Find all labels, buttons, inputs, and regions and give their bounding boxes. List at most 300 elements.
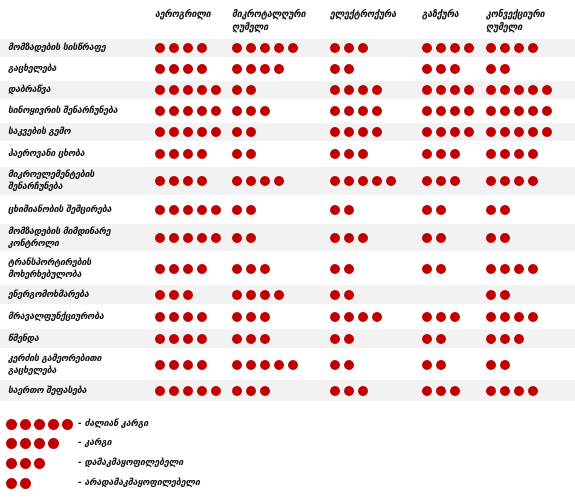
rating-dot	[197, 205, 207, 215]
rating-dot	[155, 43, 165, 53]
rating-dot	[344, 334, 354, 344]
legend-dot	[34, 438, 45, 449]
rating-dot	[344, 264, 354, 274]
rating-dot	[197, 64, 207, 74]
rating-dot	[330, 127, 340, 137]
legend-dot	[20, 458, 31, 469]
rating-dot	[197, 149, 207, 159]
rating-cell	[232, 60, 288, 78]
rating-dot	[169, 127, 179, 137]
rating-dot	[197, 312, 207, 322]
rating-dot	[330, 233, 340, 243]
rating-dot	[330, 176, 340, 186]
rating-dot	[464, 43, 474, 53]
rating-cell	[486, 145, 542, 163]
rating-dot	[246, 106, 256, 116]
rating-dot	[528, 386, 538, 396]
rating-cell	[232, 352, 302, 378]
rating-dot	[358, 127, 368, 137]
legend-dot	[6, 438, 17, 449]
rating-dot	[500, 127, 510, 137]
row-label: კერძის გამეორებითი გაცხელება	[8, 354, 102, 376]
rating-dot	[232, 312, 242, 322]
rating-dot	[274, 290, 284, 300]
rating-dot	[232, 360, 242, 370]
rating-cell	[486, 329, 528, 348]
legend-dot	[62, 419, 73, 430]
legend-dots	[6, 478, 78, 489]
rating-dot	[183, 360, 193, 370]
rating-cell	[232, 307, 274, 326]
rating-cell	[232, 255, 274, 282]
rating-dot	[486, 334, 496, 344]
rating-dot	[450, 43, 460, 53]
rating-dot	[330, 205, 340, 215]
rating-dot	[232, 334, 242, 344]
rating-dot	[464, 127, 474, 137]
rating-dot	[372, 176, 382, 186]
rating-cell	[155, 60, 211, 78]
rating-dot	[288, 360, 298, 370]
rating-dot	[330, 386, 340, 396]
rating-cell	[422, 39, 478, 57]
rating-dot	[500, 312, 510, 322]
rating-dot	[422, 334, 432, 344]
rating-dot	[486, 233, 496, 243]
rating-dot	[436, 43, 446, 53]
rating-cell	[486, 307, 542, 326]
rating-cell	[330, 380, 372, 401]
rating-dot	[514, 334, 524, 344]
rating-cell	[155, 123, 225, 141]
rating-dot	[330, 106, 340, 116]
rating-dot	[500, 290, 510, 300]
rating-cell	[422, 81, 478, 99]
column-header: კონვექციური ღუმელი	[486, 9, 545, 33]
rating-cell	[422, 307, 464, 326]
rating-dot	[500, 334, 510, 344]
rating-dot	[155, 85, 165, 95]
rating-dot	[344, 176, 354, 186]
rating-dot	[169, 106, 179, 116]
rating-cell	[330, 123, 386, 141]
rating-dot	[169, 149, 179, 159]
rating-dot	[260, 64, 270, 74]
rating-dot	[486, 290, 496, 300]
rating-dot	[422, 106, 432, 116]
rating-dot	[232, 205, 242, 215]
row-label: საერთო შეფასება	[8, 385, 87, 396]
rating-dot	[330, 149, 340, 159]
rating-dot	[246, 205, 256, 215]
rating-dot	[528, 176, 538, 186]
rating-dot	[372, 312, 382, 322]
rating-dot	[436, 85, 446, 95]
rating-dot	[232, 233, 242, 243]
legend-label: - დამაკმაყოფილებელი	[78, 458, 184, 468]
rating-dot	[486, 176, 496, 186]
rating-cell	[330, 199, 358, 220]
row-label: წმენდა	[8, 333, 39, 344]
rating-dot	[183, 264, 193, 274]
rating-dot	[500, 64, 510, 74]
rating-dot	[211, 106, 221, 116]
rating-dot	[500, 205, 510, 215]
rating-dot	[436, 106, 446, 116]
rating-cell	[155, 352, 211, 378]
legend-dot	[34, 419, 45, 430]
rating-dot	[486, 312, 496, 322]
rating-dot	[542, 127, 552, 137]
rating-dot	[211, 386, 221, 396]
rating-dot	[169, 264, 179, 274]
rating-dot	[450, 386, 460, 396]
rating-dot	[246, 290, 256, 300]
row-label: მიკროელემენტების შენარჩუნება	[8, 170, 95, 192]
rating-dot	[260, 264, 270, 274]
rating-dot	[183, 290, 193, 300]
rating-dot	[183, 127, 193, 137]
rating-dot	[500, 176, 510, 186]
rating-dot	[169, 233, 179, 243]
rating-dot	[344, 106, 354, 116]
rating-cell	[155, 329, 211, 348]
rating-dot	[436, 149, 446, 159]
rating-cell	[330, 224, 372, 251]
rating-cell	[330, 39, 372, 57]
rating-dot	[274, 176, 284, 186]
rating-dot	[486, 43, 496, 53]
rating-dot	[514, 43, 524, 53]
rating-dot	[422, 64, 432, 74]
row-label: მრავალფუნქციურობა	[8, 311, 104, 322]
rating-cell	[486, 167, 542, 195]
rating-dot	[169, 290, 179, 300]
rating-dot	[422, 264, 432, 274]
rating-dot	[197, 176, 207, 186]
rating-cell	[330, 145, 372, 163]
rating-dot	[528, 312, 538, 322]
rating-dot	[274, 43, 284, 53]
rating-dot	[514, 386, 524, 396]
rating-dot	[450, 176, 460, 186]
rating-cell	[330, 285, 358, 304]
rating-dot	[358, 233, 368, 243]
rating-dot	[500, 85, 510, 95]
rating-dot	[232, 149, 242, 159]
legend-dot	[6, 419, 17, 430]
rating-dot	[246, 127, 256, 137]
rating-dot	[155, 127, 165, 137]
rating-dot	[169, 360, 179, 370]
rating-cell	[486, 39, 542, 57]
rating-dot	[330, 360, 340, 370]
rating-cell	[155, 224, 225, 251]
rating-cell	[422, 102, 478, 120]
rating-dot	[486, 127, 496, 137]
rating-dot	[422, 127, 432, 137]
rating-dot	[155, 149, 165, 159]
rating-dot	[183, 176, 193, 186]
rating-dot	[330, 264, 340, 274]
rating-dot	[155, 312, 165, 322]
rating-dot	[436, 64, 446, 74]
rating-cell	[486, 123, 556, 141]
rating-dot	[514, 264, 524, 274]
rating-dot	[344, 386, 354, 396]
row-label: პაეროვანი ცხობა	[8, 149, 85, 159]
rating-dot	[183, 386, 193, 396]
rating-dot	[232, 43, 242, 53]
rating-cell	[232, 39, 302, 57]
rating-dot	[232, 127, 242, 137]
rating-dot	[344, 233, 354, 243]
rating-dot	[344, 360, 354, 370]
rating-dot	[358, 386, 368, 396]
column-header: მიკროტალღური ღუმელი	[232, 9, 306, 33]
rating-dot	[358, 149, 368, 159]
rating-dot	[197, 43, 207, 53]
rating-dot	[260, 176, 270, 186]
rating-dot	[232, 386, 242, 396]
rating-dot	[500, 106, 510, 116]
rating-dot	[344, 85, 354, 95]
legend-dots	[6, 419, 78, 430]
rating-dot	[528, 127, 538, 137]
rating-dot	[274, 64, 284, 74]
rating-cell	[422, 60, 464, 78]
legend-item	[6, 476, 200, 490]
row-label: ცხიმიანობის შემცირება	[8, 204, 112, 215]
legend-dots	[6, 438, 78, 449]
rating-dot	[422, 312, 432, 322]
rating-dot	[514, 85, 524, 95]
rating-dot	[197, 360, 207, 370]
rating-cell	[486, 285, 514, 304]
rating-dot	[232, 106, 242, 116]
rating-dot	[232, 176, 242, 186]
rating-dot	[232, 64, 242, 74]
rating-dot	[464, 85, 474, 95]
rating-dot	[500, 43, 510, 53]
rating-dot	[260, 106, 270, 116]
rating-dot	[422, 85, 432, 95]
rating-dot	[330, 312, 340, 322]
rating-cell	[486, 60, 514, 78]
rating-cell	[330, 307, 386, 326]
rating-dot	[155, 264, 165, 274]
rating-dot	[169, 312, 179, 322]
rating-cell	[232, 285, 288, 304]
rating-dot	[155, 176, 165, 186]
rating-cell	[422, 352, 450, 378]
rating-dot	[436, 264, 446, 274]
rating-dot	[486, 360, 496, 370]
rating-dot	[211, 205, 221, 215]
rating-dot	[344, 205, 354, 215]
legend-dot	[20, 478, 31, 489]
rating-cell	[422, 329, 450, 348]
rating-dot	[486, 149, 496, 159]
rating-dot	[260, 386, 270, 396]
rating-cell	[422, 380, 464, 401]
rating-dot	[155, 334, 165, 344]
rating-dot	[422, 360, 432, 370]
legend-dot	[20, 438, 31, 449]
rating-dot	[344, 64, 354, 74]
rating-dot	[464, 106, 474, 116]
column-header: ელექტროქურა	[330, 9, 396, 20]
rating-dot	[232, 264, 242, 274]
rating-cell	[330, 329, 358, 348]
rating-dot	[344, 43, 354, 53]
rating-dot	[372, 85, 382, 95]
rating-dot	[260, 334, 270, 344]
rating-dot	[500, 264, 510, 274]
legend-label: - კარგი	[78, 438, 112, 448]
rating-dot	[330, 290, 340, 300]
rating-dot	[486, 386, 496, 396]
row-label: დაბრაწვა	[8, 85, 51, 95]
rating-dot	[422, 176, 432, 186]
rating-dot	[514, 312, 524, 322]
rating-dot	[358, 85, 368, 95]
rating-dot	[436, 360, 446, 370]
rating-cell	[232, 167, 288, 195]
row-label: მომზადების სისწრაფე	[8, 43, 106, 53]
rating-dot	[183, 233, 193, 243]
legend-dot	[48, 419, 59, 430]
rating-dot	[542, 85, 552, 95]
rating-dot	[246, 85, 256, 95]
legend-dot	[34, 458, 45, 469]
row-label: სინოყივრის შენარჩუნება	[8, 106, 118, 116]
rating-dot	[169, 334, 179, 344]
column-header: აეროგრილი	[155, 9, 211, 20]
rating-dot	[486, 106, 496, 116]
legend-item	[6, 436, 112, 450]
rating-dot	[155, 205, 165, 215]
rating-dot	[155, 290, 165, 300]
rating-cell	[330, 255, 358, 282]
rating-cell	[486, 199, 514, 220]
rating-dot	[169, 205, 179, 215]
rating-dot	[169, 176, 179, 186]
rating-dot	[344, 127, 354, 137]
rating-dot	[197, 233, 207, 243]
rating-dot	[450, 127, 460, 137]
rating-cell	[155, 307, 211, 326]
legend-label: - არადამაკმაყოფილებელი	[78, 478, 200, 488]
rating-dot	[344, 149, 354, 159]
rating-dot	[450, 312, 460, 322]
rating-cell	[330, 81, 386, 99]
rating-cell	[486, 224, 514, 251]
rating-dot	[183, 64, 193, 74]
rating-dot	[246, 360, 256, 370]
legend-dot	[48, 438, 59, 449]
rating-dot	[183, 85, 193, 95]
rating-dot	[183, 106, 193, 116]
rating-dot	[246, 233, 256, 243]
row-label: ენერგომოხმარება	[8, 289, 89, 300]
rating-dot	[197, 386, 207, 396]
legend-dot	[6, 478, 17, 489]
rating-dot	[422, 205, 432, 215]
rating-cell	[155, 199, 225, 220]
rating-cell	[232, 145, 260, 163]
rating-dot	[246, 386, 256, 396]
rating-dot	[436, 205, 446, 215]
legend-item	[6, 417, 148, 431]
rating-dot	[169, 386, 179, 396]
rating-dot	[246, 312, 256, 322]
rating-cell	[232, 123, 260, 141]
rating-dot	[436, 334, 446, 344]
rating-cell	[155, 102, 225, 120]
rating-cell	[330, 60, 358, 78]
rating-dot	[330, 85, 340, 95]
rating-cell	[155, 380, 225, 401]
rating-dot	[528, 106, 538, 116]
rating-dot	[422, 233, 432, 243]
rating-dot	[330, 43, 340, 53]
rating-dot	[246, 264, 256, 274]
rating-dot	[183, 205, 193, 215]
rating-dot	[500, 360, 510, 370]
rating-dot	[486, 64, 496, 74]
rating-dot	[211, 233, 221, 243]
rating-dot	[500, 233, 510, 243]
row-label: საკვების გემო	[8, 127, 71, 137]
rating-dot	[450, 149, 460, 159]
rating-dot	[183, 43, 193, 53]
rating-dot	[330, 64, 340, 74]
rating-dot	[197, 106, 207, 116]
rating-cell	[486, 102, 556, 120]
rating-cell	[232, 199, 260, 220]
rating-dot	[183, 334, 193, 344]
rating-dot	[155, 233, 165, 243]
rating-dot	[486, 205, 496, 215]
rating-dot	[450, 106, 460, 116]
rating-dot	[450, 64, 460, 74]
rating-dot	[358, 312, 368, 322]
rating-dot	[344, 290, 354, 300]
rating-dot	[169, 85, 179, 95]
rating-dot	[528, 43, 538, 53]
legend-dot	[6, 458, 17, 469]
rating-cell	[232, 81, 260, 99]
rating-dot	[246, 149, 256, 159]
rating-dot	[486, 264, 496, 274]
rating-dot	[197, 127, 207, 137]
rating-dot	[528, 85, 538, 95]
column-header: გაზქურა	[422, 9, 459, 20]
rating-cell	[232, 329, 274, 348]
rating-dot	[422, 43, 432, 53]
rating-dot	[211, 85, 221, 95]
rating-cell	[330, 102, 386, 120]
rating-dot	[232, 85, 242, 95]
rating-dot	[372, 106, 382, 116]
rating-cell	[486, 81, 556, 99]
rating-cell	[486, 380, 542, 401]
rating-dot	[514, 176, 524, 186]
rating-dot	[288, 43, 298, 53]
rating-dot	[246, 176, 256, 186]
legend-item	[6, 456, 183, 470]
